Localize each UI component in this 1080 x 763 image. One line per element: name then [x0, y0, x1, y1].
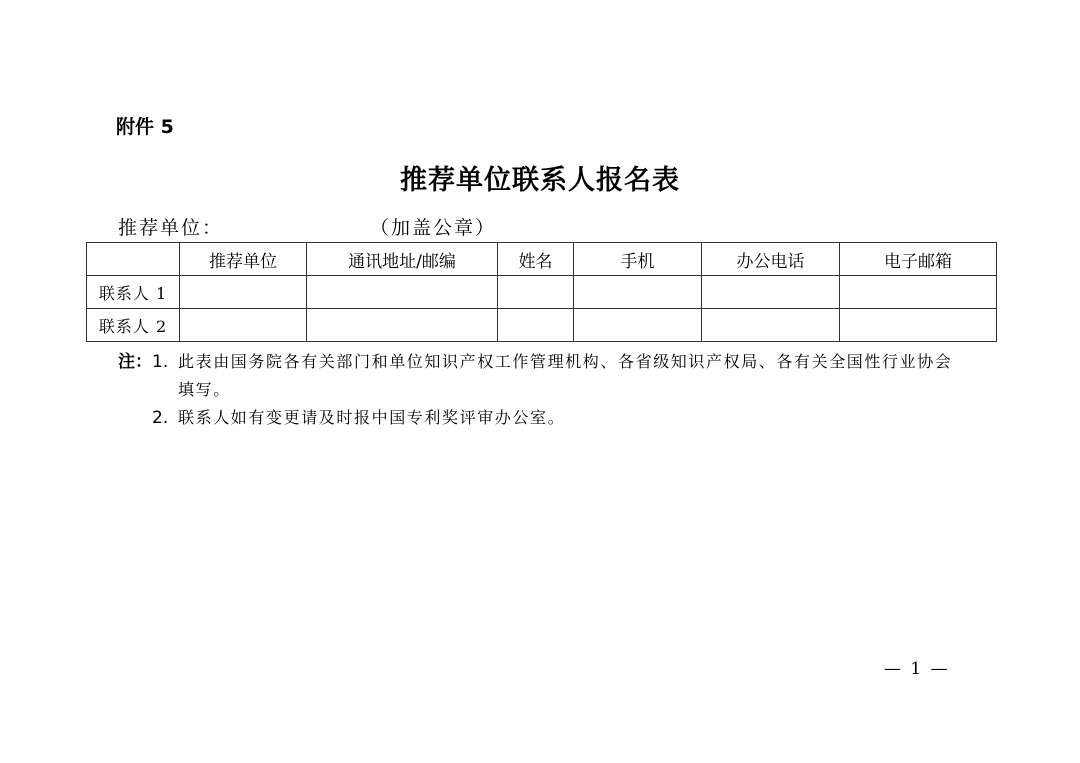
contact-registration-table: [86, 242, 997, 342]
note-text-continuation: 填写。: [178, 380, 231, 399]
cell-office-phone[interactable]: [702, 309, 840, 342]
notes-prefix: 注：: [118, 352, 152, 372]
header-office-phone: 办公电话: [702, 243, 840, 276]
cell-recommending-unit[interactable]: [180, 309, 307, 342]
cell-email[interactable]: [840, 309, 997, 342]
row-label-contact-1: 联系人 1: [87, 276, 180, 309]
header-mobile: 手机: [574, 243, 702, 276]
note-number: 2.: [152, 408, 169, 428]
cell-mobile[interactable]: [574, 309, 702, 342]
notes-section: [118, 348, 978, 432]
header-recommending-unit: 推荐单位: [180, 243, 307, 276]
page-number: — 1 —: [884, 659, 950, 679]
cell-office-phone[interactable]: [702, 276, 840, 309]
recommending-unit-row: [118, 213, 818, 241]
table-row: [87, 309, 997, 342]
note-item-2: [118, 404, 978, 432]
header-corner: [87, 243, 180, 276]
attachment-label: 附件 5: [116, 116, 174, 138]
official-seal-label: （加盖公章）: [370, 217, 497, 239]
cell-email[interactable]: [840, 276, 997, 309]
cell-address-postcode[interactable]: [307, 276, 498, 309]
cell-name[interactable]: [498, 309, 574, 342]
header-name: 姓名: [498, 243, 574, 276]
note-number: 1.: [152, 352, 169, 372]
header-email: 电子邮箱: [840, 243, 997, 276]
cell-name[interactable]: [498, 276, 574, 309]
table-header-row: [87, 243, 997, 276]
note-text: 联系人如有变更请及时报中国专利奖评审办公室。: [178, 408, 566, 427]
note-item-1-continuation: [118, 376, 978, 404]
recommending-unit-label: 推荐单位：: [118, 217, 224, 239]
header-address-postcode: 通讯地址/邮编: [307, 243, 498, 276]
row-label-contact-2: 联系人 2: [87, 309, 180, 342]
cell-recommending-unit[interactable]: [180, 276, 307, 309]
note-item-1: [118, 348, 978, 376]
page-title: 推荐单位联系人报名表: [400, 165, 680, 196]
note-text: 此表由国务院各有关部门和单位知识产权工作管理机构、各省级知识产权局、各有关全国性行业协会: [178, 352, 953, 371]
cell-mobile[interactable]: [574, 276, 702, 309]
cell-address-postcode[interactable]: [307, 309, 498, 342]
table-row: [87, 276, 997, 309]
